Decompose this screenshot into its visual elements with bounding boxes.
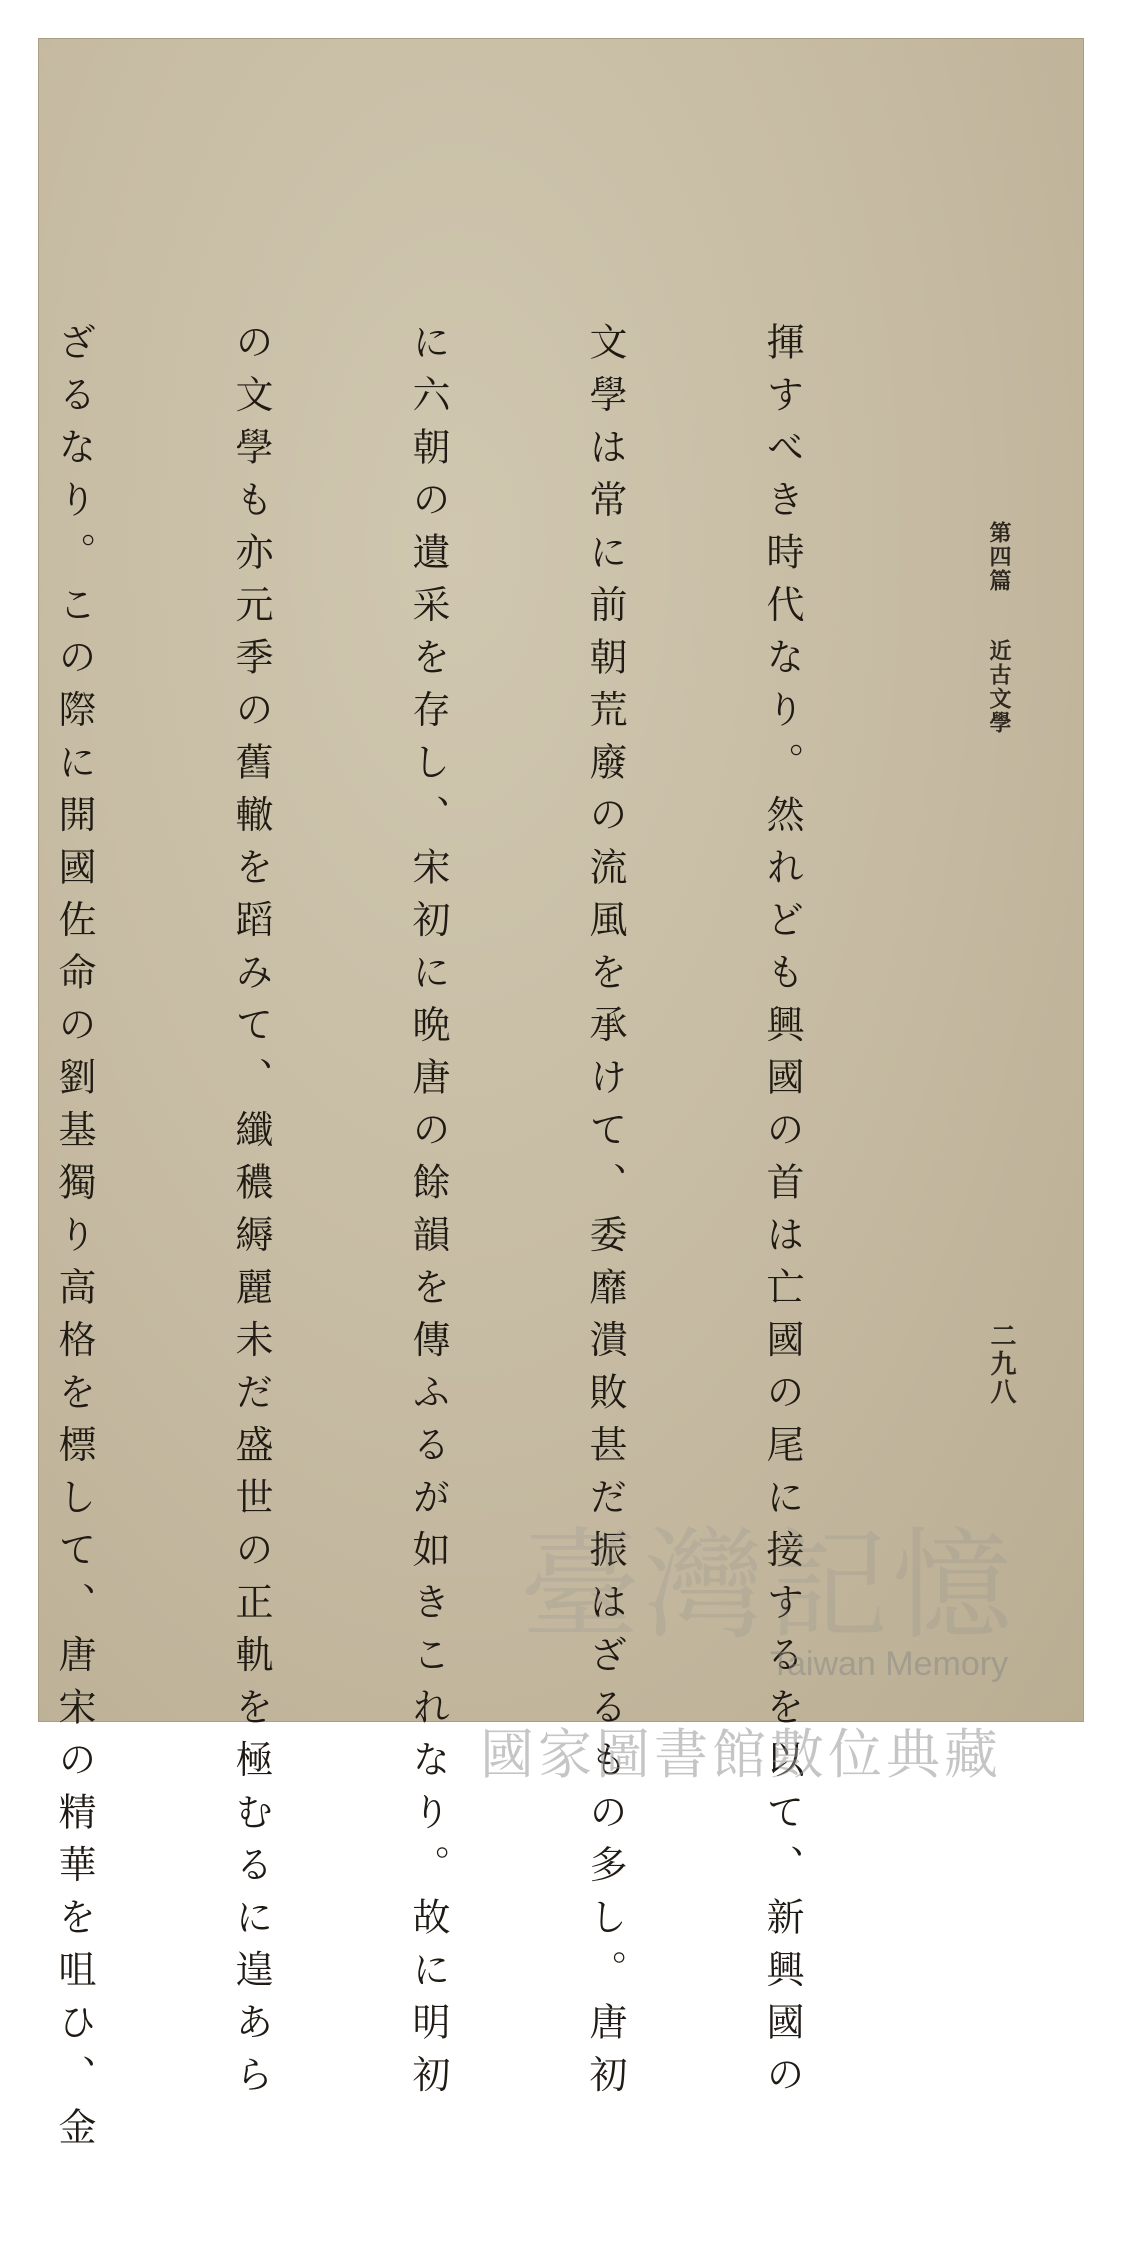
text-column: に六朝の遺采を存し、宋初に晩唐の餘韻を傳ふるが如きこれなり。故に明初 [406,322,450,2107]
section-title: 第四篇 [986,521,1012,593]
watermark-english: Taiwan Memory [770,1645,1009,1683]
text-column: 文學は常に前朝荒廢の流風を承けて、委靡潰敗甚だ振はざるもの多し。唐初 [583,322,627,2107]
page-number: 二九八 [986,1322,1016,1406]
text-column: ざるなり。この際に開國佐命の劉基獨り高格を標して、唐宋の精華を咀ひ、金 [52,322,96,2160]
text-column: の文學も亦元季の舊轍を蹈みて、纖穠縟麗未だ盛世の正軌を極むるに遑あら [229,322,273,2107]
watermark-chinese: 國家圖書館數位典藏 [480,1723,1002,1786]
text-column: 揮すべき時代なり。然れども興國の首は亡國の尾に接するを以て、新興國の [760,322,804,2107]
watermark-seal: 臺灣記憶 [520,1517,1016,1656]
chapter-title: 近古文學 [986,639,1012,735]
